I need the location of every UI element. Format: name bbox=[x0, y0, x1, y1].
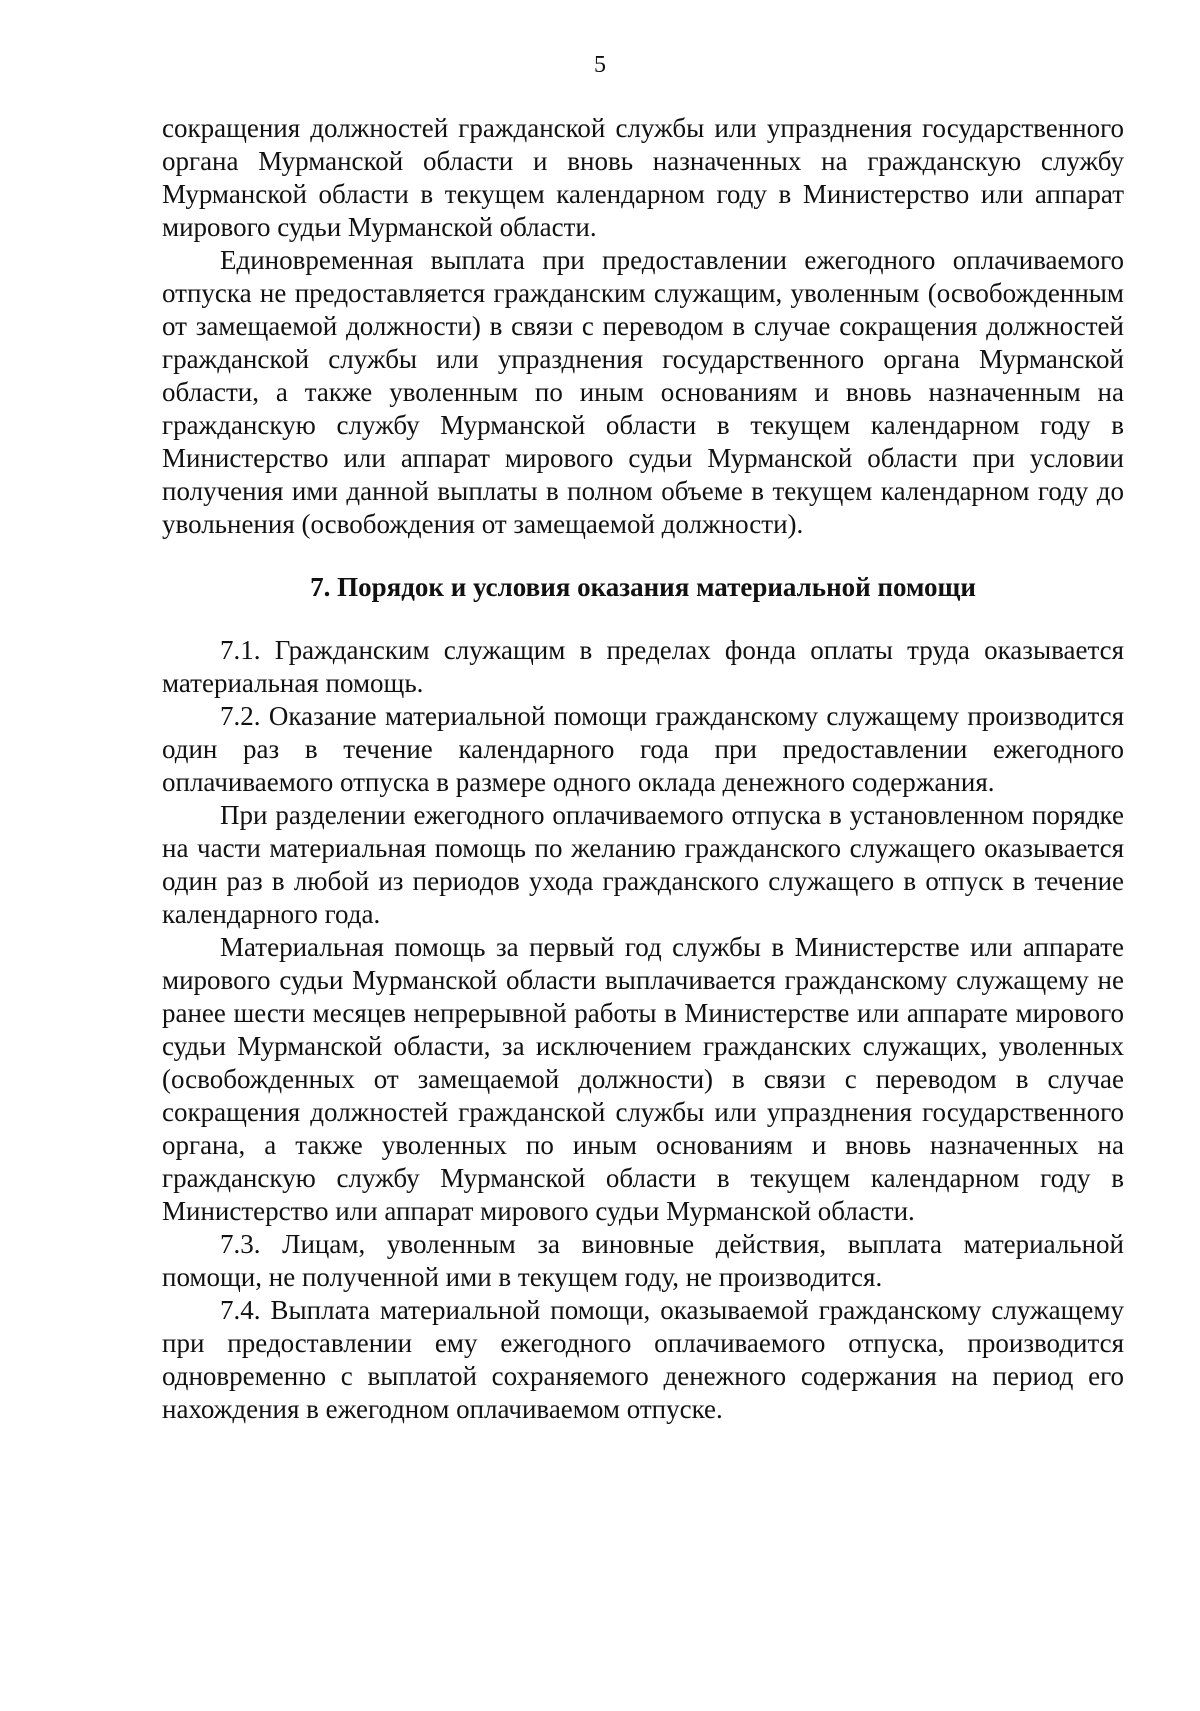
paragraph-vacation-split: При разделении ежегодного оплачиваемого отпуска в установленном порядке на части материальная помощь по желанию гражданского служащего оказывается один раз в любой из периодов ухода гражданского служащего в отпуск в течение календарного года. bbox=[162, 800, 1124, 929]
paragraph-7-1: 7.1. Гражданским служащим в пределах фонда оплаты труда оказывается материальная помощь. bbox=[162, 635, 1124, 698]
paragraph-first-year: Материальная помощь за первый год службы в Министерстве или аппарате мирового судьи Мурманской области выплачивается гражданскому служащему не ранее шести месяцев непрерывной работы в Министерстве или аппарате мирового судьи Мурманской области, за исключением гражданских служащих, уволенных (освобожденных от замещаемой должности) в связи с переводом в случае сокращения должностей гражданской службы или упразднения государственного органа, а также уволенных по иным основаниям и вновь назначенных на гражданскую службу Мурманской области в текущем календарном году в Министерство или аппарат мирового судьи Мурманской области. bbox=[162, 932, 1124, 1226]
document-body bbox=[162, 112, 1124, 1426]
paragraph-7-4: 7.4. Выплата материальной помощи, оказываемой гражданскому служащему при предоставлении ему ежегодного оплачиваемого отпуска, производится одновременно с выплатой сохраняемого денежного содержания на период его нахождения в ежегодном оплачиваемом отпуске. bbox=[162, 1295, 1124, 1424]
section-heading: 7. Порядок и условия оказания материальной помощи bbox=[310, 572, 976, 602]
paragraph-one-time-payment: Единовременная выплата при предоставлении ежегодного оплачиваемого отпуска не предоставляется гражданским служащим, уволенным (освобожденным от замещаемой должности) в связи с переводом в случае сокращения должностей гражданской службы или упразднения государственного органа Мурманской области, а также уволенным по иным основаниям и вновь назначенным на гражданскую службу Мурманской области в текущем календарном году в Министерство или аппарат мирового судьи Мурманской области при условии получения ими данной выплаты в полном объеме в текущем календарном году до увольнения (освобождения от замещаемой должности). bbox=[162, 245, 1124, 539]
paragraph-7-2: 7.2. Оказание материальной помощи гражданскому служащему производится один раз в течение календарного года при предоставлении ежегодного оплачиваемого отпуска в размере одного оклада денежного содержания. bbox=[162, 701, 1124, 797]
paragraph-7-3: 7.3. Лицам, уволенным за виновные действия, выплата материальной помощи, не полученной ими в текущем году, не производится. bbox=[162, 1229, 1124, 1292]
paragraph-continuation: сокращения должностей гражданской службы или упразднения государственного органа Мурманской области и вновь назначенных на гражданскую службу Мурманской области в текущем календарном году в Министерство или аппарат мирового судьи Мурманской области. bbox=[162, 113, 1124, 242]
page-number: 5 bbox=[594, 52, 606, 78]
